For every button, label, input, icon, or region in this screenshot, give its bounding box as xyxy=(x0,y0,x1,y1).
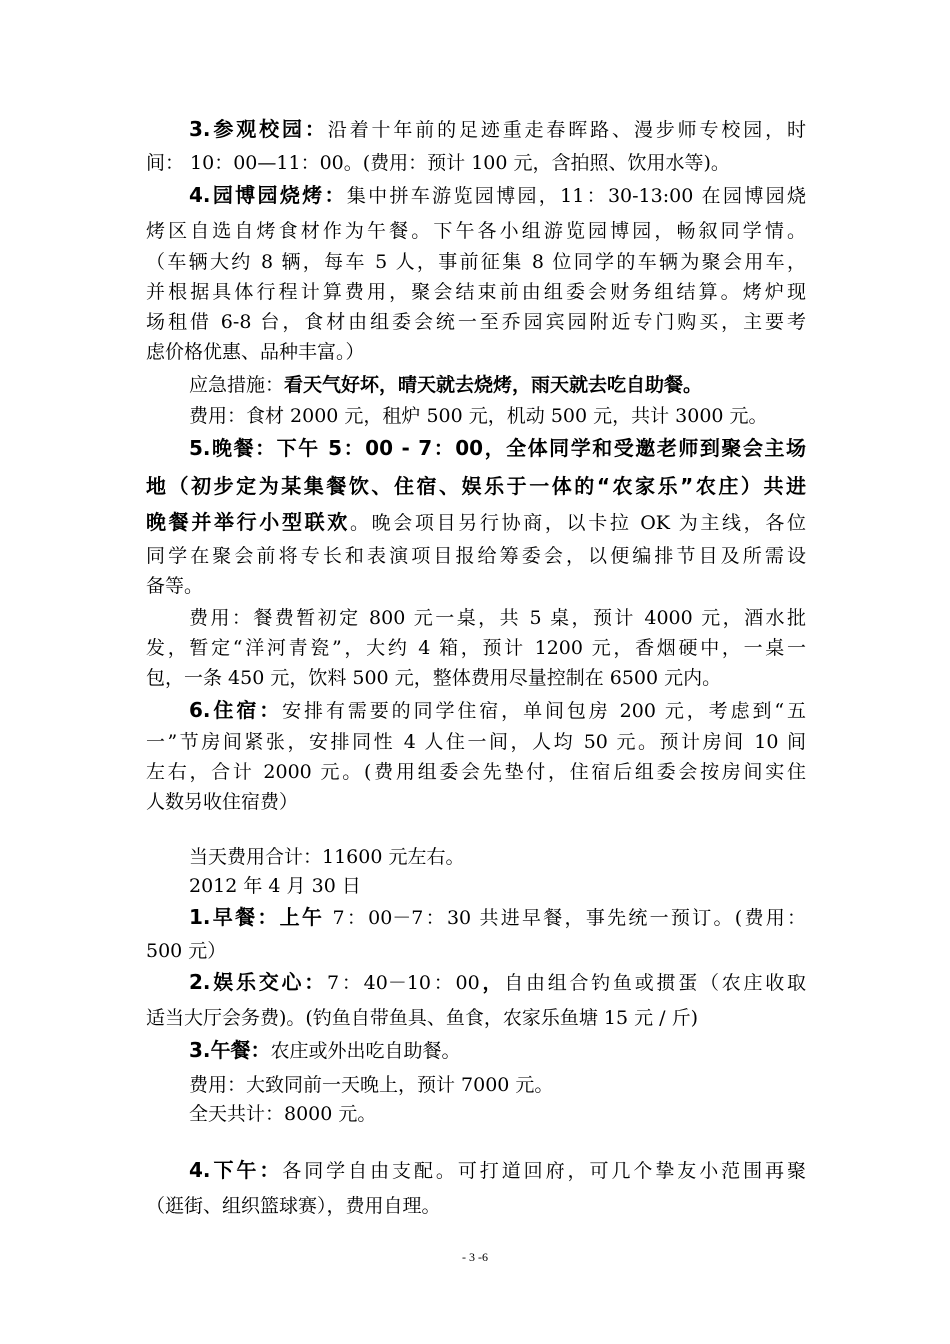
entertainment-line-2: 适当大厅会务费)。(钓鱼自带鱼具、鱼食，农家乐鱼塘 15 元 / 斤) xyxy=(146,1007,698,1029)
section-5-line-2: 地（初步定为某集餐饮、住宿、娱乐于一体的“农家乐”农庄）共进 xyxy=(146,474,806,498)
section-5-line-1: 5.晚餐：下午 5：00 - 7：00，全体同学和受邀老师到聚会主场 xyxy=(189,436,806,460)
section-6-heading: 6.住宿： xyxy=(189,698,283,722)
section-5-cost-3: 包，一条 450 元，饮料 500 元，整体费用尽量控制在 6500 元内。 xyxy=(146,667,722,689)
breakfast-heading: 1.早餐：上午 xyxy=(189,905,325,929)
afternoon-heading: 4.下午： xyxy=(189,1158,283,1182)
section-4-line-3: （车辆大约 8 辆，每车 5 人，事前征集 8 位同学的车辆为聚会用车， xyxy=(146,251,806,273)
section-6-line-4: 人数另收住宿费） xyxy=(146,791,299,813)
section-4-heading: 4.园博园烧烤： xyxy=(189,183,347,207)
section-6-line-2: 一”节房间紧张，安排同性 4 人住一间，人均 50 元。预计房间 10 间 xyxy=(146,731,806,753)
section-4-cost: 费用：食材 2000 元，租炉 500 元，机动 500 元，共计 3000 元。 xyxy=(189,405,768,427)
section-4-line-5: 场租借 6-8 台，食材由组委会统一至乔园宾园附近专门购买，主要考 xyxy=(146,311,806,333)
lunch-line-1: 3.午餐：农庄或外出吃自助餐。 xyxy=(189,1038,461,1062)
section-3-line-1: 3.参观校园：沿着十年前的足迹重走春晖路、漫步师专校园，时 xyxy=(189,117,806,141)
section-5-line-5: 备等。 xyxy=(146,575,204,597)
full-day-total: 全天共计：8000 元。 xyxy=(189,1103,377,1125)
lunch-cost: 费用：大致同前一天晚上，预计 7000 元。 xyxy=(189,1074,554,1096)
section-4-line-2: 烤区自选自烤食材作为午餐。下午各小组游览园博园，畅叙同学情。 xyxy=(146,220,806,242)
lunch-heading: 3.午餐： xyxy=(189,1038,271,1062)
section-6-line-1: 6.住宿：安排有需要的同学住宿，单间包房 200 元，考虑到“五 xyxy=(189,698,807,722)
date-heading: 2012 年 4 月 30 日 xyxy=(189,875,361,897)
section-5-line-4: 同学在聚会前将专长和表演项目报给筹委会，以便编排节目及所需设 xyxy=(146,545,806,567)
section-4-line-1: 4.园博园烧烤：集中拼车游览园博园，11：30-13:00 在园博园烧 xyxy=(189,183,806,207)
section-3-line-2: 间： 10：00—11：00。(费用：预计 100 元，含拍照、饮用水等)。 xyxy=(146,152,730,174)
section-5-line-3: 晚餐并举行小型联欢。晚会项目另行协商，以卡拉 OK 为主线，各位 xyxy=(146,510,807,534)
breakfast-line-1: 1.早餐：上午 7：00－7：30 共进早餐，事先统一预订。(费用： xyxy=(189,905,806,929)
section-5-cost-1: 费用：餐费暂初定 800 元一桌，共 5 桌，预计 4000 元，酒水批 xyxy=(189,607,806,629)
afternoon-line-2: （逛街、组织篮球赛），费用自理。 xyxy=(146,1195,441,1217)
section-4-line-4: 并根据具体行程计算费用，聚会结束前由组委会财务组结算。烤炉现 xyxy=(146,281,806,303)
section-4-line-6: 虑价格优惠、品种丰富。） xyxy=(146,341,365,363)
page-number: - 3 -6 xyxy=(462,1250,488,1264)
day-total: 当天费用合计：11600 元左右。 xyxy=(189,846,465,868)
section-4-emergency: 应急措施：看天气好坏，晴天就去烧烤，雨天就去吃自助餐。 xyxy=(189,374,703,396)
section-6-line-3: 左右，合计 2000 元。(费用组委会先垫付，住宿后组委会按房间实住 xyxy=(146,761,806,783)
entertainment-heading: 2.娱乐交心： xyxy=(189,970,328,994)
section-3-heading: 3.参观校园： xyxy=(189,117,328,141)
entertainment-line-1: 2.娱乐交心：7：40－10：00，自由组合钓鱼或掼蛋（农庄收取 xyxy=(189,970,806,994)
breakfast-line-2: 500 元） xyxy=(146,940,227,962)
afternoon-line-1: 4.下午：各同学自由支配。可打道回府，可几个挚友小范围再聚 xyxy=(189,1158,806,1182)
section-5-cost-2: 发，暂定“洋河青瓷”，大约 4 箱，预计 1200 元，香烟硬中，一桌一 xyxy=(146,637,806,659)
